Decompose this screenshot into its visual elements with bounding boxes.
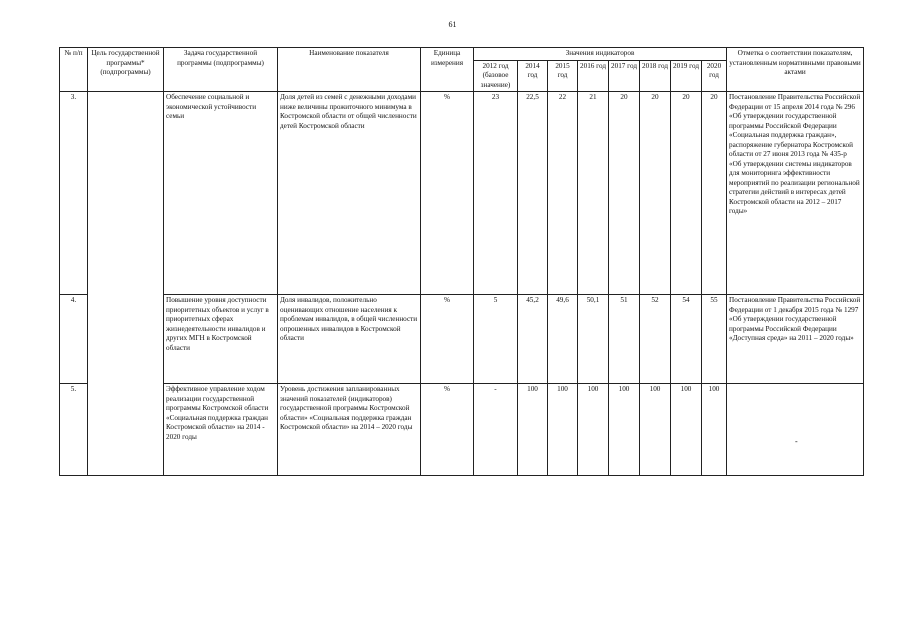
value-cell: 100: [640, 384, 671, 476]
value-cell: 20: [609, 92, 640, 295]
value-cell: 45,2: [518, 295, 548, 384]
value-cell: 22,5: [518, 92, 548, 295]
header-indicator: Наименование показателя: [278, 48, 421, 92]
value-cell: 100: [548, 384, 578, 476]
value-cell: 100: [518, 384, 548, 476]
compliance-cell: Постановление Правительства Российской Федерации от 1 декабря 2015 года № 1297 «Об утверждении государственной программы Российской Федерации «Доступная среда» на 2011 – 2020 годы»: [727, 295, 864, 384]
indicator-cell: Доля инвалидов, положительно оценивающих отношение населения к проблемам инвалидов, в общей численности опрошенных инвалидов в Костромской области: [278, 295, 421, 384]
value-cell: 21: [578, 92, 609, 295]
value-cell: 52: [640, 295, 671, 384]
header-year: 2014 год: [518, 60, 548, 92]
compliance-cell: Постановление Правительства Российской Федерации от 15 апреля 2014 года № 296 «Об утверждении государственной программы Российской Федерации «Социальная поддержка граждан», распоряжение губернатора Костромской области от 27 июня 2013 года № 435-р «Об утверждении системы индикаторов для мониторинга эффективности мероприятий по реализации региональной стратегии действий в интересах детей Костромской области на 2012 – 2017 годы»: [727, 92, 864, 295]
value-cell: 23: [474, 92, 518, 295]
header-year: 2020 год: [702, 60, 727, 92]
indicator-cell: Уровень достижения запланированных значений показателей (индикаторов) государственной программы Костромской области» «Социальная поддержка граждан Костромской области» на 2014 – 2020 годы: [278, 384, 421, 476]
value-cell: 51: [609, 295, 640, 384]
value-cell: 54: [671, 295, 702, 384]
row-num: 5.: [60, 384, 88, 476]
header-year: 2012 год (базовое значение): [474, 60, 518, 92]
header-year: 2018 год: [640, 60, 671, 92]
value-cell: 49,6: [548, 295, 578, 384]
dash-mark: -: [795, 437, 798, 446]
table-row: [60, 92, 864, 295]
value-cell: 22: [548, 92, 578, 295]
row-num: 4.: [60, 295, 88, 384]
row-num: 3.: [60, 92, 88, 295]
header-values-group: Значения индикаторов: [474, 48, 727, 61]
value-cell: 20: [671, 92, 702, 295]
table-row: [60, 384, 864, 476]
task-cell: Обеспечение социальной и экономической устойчивости семьи: [164, 92, 278, 295]
header-unit: Единица измерения: [421, 48, 474, 92]
value-cell: 5: [474, 295, 518, 384]
value-cell: -: [474, 384, 518, 476]
indicators-table: [59, 47, 864, 476]
goal-cell: [88, 92, 164, 476]
value-cell: 55: [702, 295, 727, 384]
value-cell: 100: [578, 384, 609, 476]
task-cell: Повышение уровня доступности приоритетных объектов и услуг в приоритетных сферах жизнедеятельности инвалидов и других МГН в Костромской области: [164, 295, 278, 384]
header-year: 2015 год: [548, 60, 578, 92]
header-task: Задача государственной программы (подпрограммы): [164, 48, 278, 92]
page-number: 61: [448, 20, 457, 29]
header-compliance: Отметка о соответствии показателям, установленным нормативными правовыми актами: [727, 48, 864, 92]
compliance-cell: [727, 384, 864, 476]
value-cell: 20: [640, 92, 671, 295]
unit-cell: %: [421, 384, 474, 476]
header-year: 2017 год: [609, 60, 640, 92]
value-cell: 20: [702, 92, 727, 295]
header-goal: Цель государственной программы* (подпрограммы): [88, 48, 164, 92]
value-cell: 100: [609, 384, 640, 476]
task-cell: Эффективное управление ходом реализации государственной программы Костромской области «Социальная поддержка граждан Костромской области» на 2014 - 2020 годы: [164, 384, 278, 476]
unit-cell: %: [421, 92, 474, 295]
header-row: [60, 48, 864, 61]
header-num: № п/п: [60, 48, 88, 92]
value-cell: 50,1: [578, 295, 609, 384]
value-cell: 100: [671, 384, 702, 476]
value-cell: 100: [702, 384, 727, 476]
table-row: [60, 295, 864, 384]
header-year: 2016 год: [578, 60, 609, 92]
header-year: 2019 год: [671, 60, 702, 92]
indicator-cell: Доля детей из семей с денежными доходами ниже величины прожиточного минимума в Костромской области от общей численности детей Костромской области: [278, 92, 421, 295]
unit-cell: %: [421, 295, 474, 384]
